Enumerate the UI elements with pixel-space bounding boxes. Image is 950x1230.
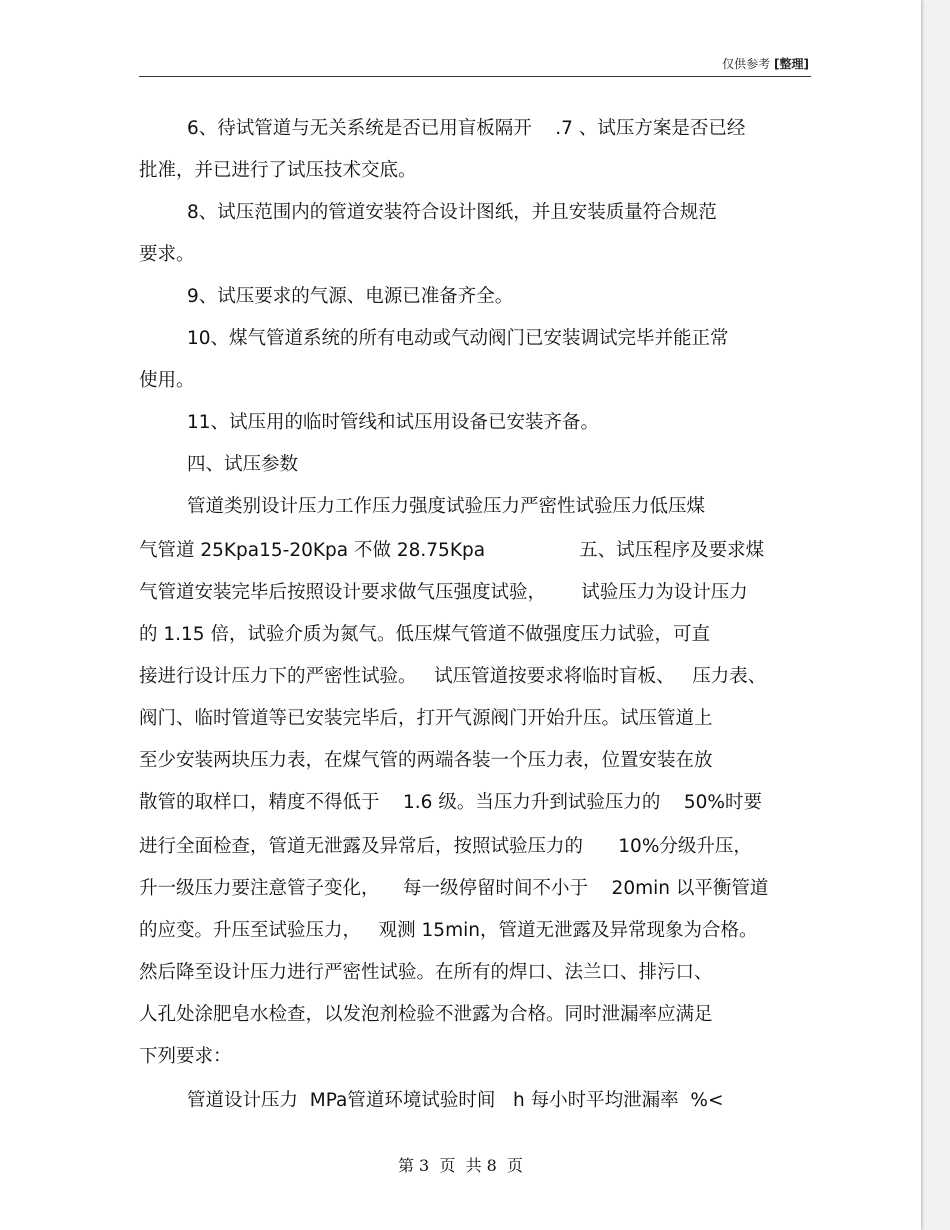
text-line: 下列要求：: [139, 1046, 232, 1067]
text-line: 10、煤气管道系统的所有电动或气动阀门已安装调试完毕并能正常: [187, 328, 729, 349]
text-line: 8、试压范围内的管道安装符合设计图纸，并且安装质量符合规范: [187, 202, 717, 223]
text-line: 接进行设计压力下的严密性试验。 试压管道按要求将临时盲板、 压力表、: [139, 666, 767, 687]
page-header: [722, 56, 809, 72]
header-label: 仅供参考: [722, 57, 771, 71]
text-line: 管道类别设计压力工作压力强度试验压力严密性试验压力低压煤: [187, 496, 706, 517]
section-heading: 四、试压参数: [187, 454, 299, 475]
text-line: 使用。: [139, 370, 195, 391]
header-rule: [139, 76, 811, 77]
text-line: 散管的取样口，精度不得低于 1.6 级。当压力升到试验压力的 50%时要: [139, 792, 762, 813]
header-tag: [整理]: [774, 57, 809, 71]
text-line: 人孔处涂肥皂水检查，以发泡剂检验不泄露为合格。同时泄漏率应满足: [139, 1004, 713, 1025]
text-line: 11、试压用的临时管线和试压用设备已安装齐备。: [187, 412, 600, 433]
text-line: 的应变。升压至试验压力， 观测 15min，管道无泄露及异常现象为合格。: [139, 920, 758, 941]
page-number-footer: 第 3 页 共 8 页: [397, 1156, 524, 1175]
text-line: 进行全面检查，管道无泄露及异常后，按照试验压力的 10%分级升压，: [139, 836, 752, 857]
text-line: 阀门、临时管道等已安装完毕后，打开气源阀门开始升压。试压管道上: [139, 708, 713, 729]
text-line: 6、待试管道与无关系统是否已用盲板隔开 .7 、试压方案是否已经: [187, 118, 746, 139]
text-line: 至少安装两块压力表，在煤气管的两端各装一个压力表，位置安装在放: [139, 750, 713, 771]
text-line: 批准，并已进行了试压技术交底。: [139, 160, 417, 181]
text-line: 气管道安装完毕后按照设计要求做气压强度试验， 试验压力为设计压力: [139, 582, 748, 603]
text-line: 升一级压力要注意管子变化， 每一级停留时间不小于 20min 以平衡管道: [139, 878, 769, 899]
text-line: 然后降至设计压力进行严密性试验。在所有的焊口、法兰口、排污口、: [139, 962, 713, 983]
text-line: 的 1.15 倍，试验介质为氮气。低压煤气管道不做强度压力试验，可直: [139, 624, 710, 645]
text-line: 气管道 25Kpa15-20Kpa 不做 28.75Kpa 五、试压程序及要求煤: [139, 540, 765, 561]
text-line: 管道设计压力 MPa管道环境试验时间 h 每小时平均泄漏率 %<: [187, 1090, 724, 1111]
text-line: 要求。: [139, 244, 195, 265]
text-line: 9、试压要求的气源、电源已准备齐全。: [187, 286, 514, 307]
